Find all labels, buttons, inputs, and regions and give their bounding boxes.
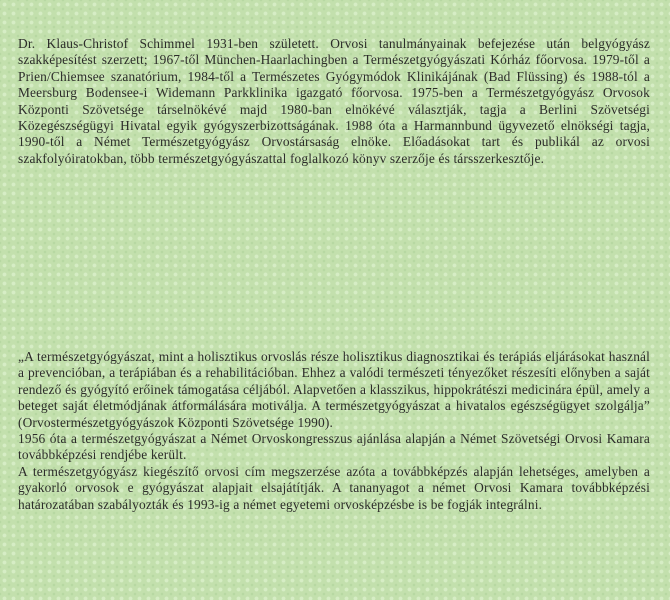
- definition-quote: „A természetgyógyászat, mint a holisztikus orvoslás része holisztikus diagnosztikai és terápiás eljárásokat használ a prevencióban, a terápiában és a rehabilitációban. Ehhez a valódi természeti tényezőket részesíti előnyben a saját rendező és gyógyító erőinek támogatása céljából. Alapvetően a klasszikus, hippokrátészi medicinára épül, amely a beteget saját életmódjának átformálására motiválja. A természetgyógyászat a hivatalos egészségügyet szolgálja” (Orvostermészetgyógyászok Központi Szövetsége 1990).: [18, 349, 650, 430]
- quote-section: [18, 349, 650, 513]
- author-bio-paragraph: Dr. Klaus-Christof Schimmel 1931-ben született. Orvosi tanulmányainak befejezése után belgyógyász szakképesítést szerzett; 1967-től München-Haarlachingben a Természetgyógyászati Kórház főorvosa. 1979-től a Prien/Chiemsee szanatórium, 1984-től a Természetes Gyógymódok Klinikájának (Bad Flüssing) és 1988-tól a Meersburg Bodensee-i Widemann Parkklinika igazgató főorvosa. 1975-ben a Természetgyógyász Orvosok Központi Szövetsége társelnökévé majd 1980-ban elnökévé választják, tagja a Berlini Szövetségi Közegészségügyi Hivatal egyik gyógyszerbizottságának. 1988 óta a Harmannbund ügyvezető elnökségi tagja, 1990-től a Német Természetgyógyász Orvostársaság elnöke. Előadásokat tart és publikál az orvosi szakfolyóiratokban, több természetgyógyászattal foglalkozó könyv szerzője és társszerkesztője.: [18, 36, 650, 166]
- congress-note: 1956 óta a természetgyógyászat a Német Orvoskongresszus ajánlása alapján a Német Szövetségi Orvosi Kamara továbbképzési rendjébe került.: [18, 431, 650, 463]
- title-qualification-note: A természetgyógyász kiegészítő orvosi cím megszerzése azóta a továbbképzés alapján lehetséges, amelyben a gyakorló orvosok e gyógyászat alapjait elsajátítják. A tananyagot a német Orvosi Kamara továbbképzési határozatában szabályozták és 1993-ig a német egyetemi orvosképzésbe is be fogják integrálni.: [18, 463, 650, 512]
